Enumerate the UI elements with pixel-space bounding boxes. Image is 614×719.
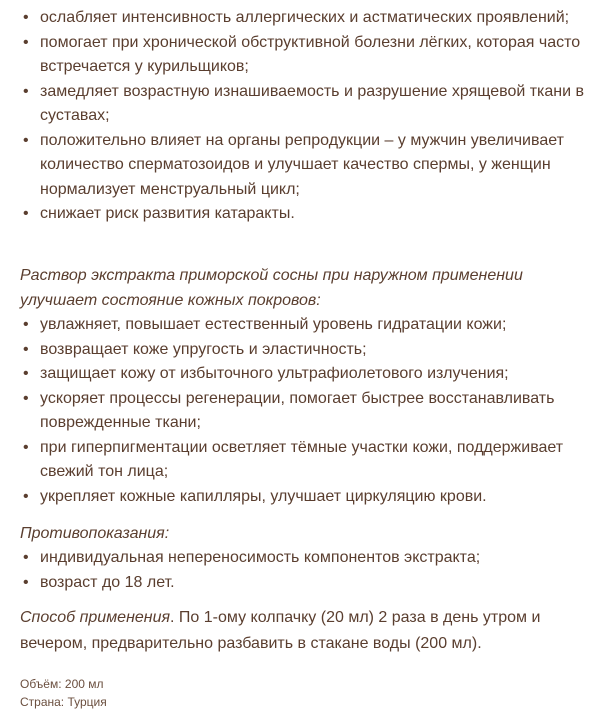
list-item: • замедляет возрастную изнашиваемость и разрушение хрящевой ткани в суставах; (20, 80, 595, 129)
internal-benefits-list (20, 6, 595, 227)
bullet-icon: • (23, 438, 29, 456)
list-item: • возраст до 18 лет. (20, 571, 605, 596)
bullet-icon: • (23, 82, 29, 100)
list-item: • индивидуальная непереносимость компонентов экстракта; (20, 546, 605, 571)
bullet-icon: • (23, 487, 29, 505)
usage-text: . По 1-ому колпачку (20 мл) 2 раза в день утром и вечером, предварительно разбавить в стакане воды (200 мл). (20, 609, 541, 652)
bullet-icon: • (23, 340, 29, 358)
bullet-icon: • (23, 573, 29, 591)
contraindications-title: Противопоказания: (20, 525, 170, 542)
bullet-icon: • (23, 9, 29, 26)
country-info: Страна: Турция (20, 695, 107, 709)
bullet-icon: • (23, 131, 29, 149)
bullet-icon: • (23, 549, 29, 566)
contraindications-list (20, 546, 605, 595)
usage-instructions (20, 605, 595, 656)
list-item: • возвращает коже упругость и эластичность; (20, 338, 605, 363)
volume-info: Объём: 200 мл (20, 677, 104, 691)
list-item: • снижает риск развития катаракты. (20, 202, 595, 227)
list-item: • ослабляет интенсивность аллергических и астматических проявлений; (20, 6, 595, 31)
list-item: • помогает при хронической обструктивной болезни лёгких, которая часто встречается у курильщиков; (20, 31, 595, 80)
list-item: • укрепляет кожные капилляры, улучшает циркуляцию крови. (20, 485, 605, 510)
list-item: • увлажняет, повышает естественный уровень гидратации кожи; (20, 313, 605, 338)
list-item: • ускоряет процессы регенерации, помогает быстрее восстанавливать поврежденные ткани; (20, 387, 605, 436)
list-item: • положительно влияет на органы репродукции – у мужчин увеличивает количество сперматозоидов и улучшает качество спермы, у женщин нормализует менструальный цикл; (20, 129, 595, 203)
list-item: • защищает кожу от избыточного ультрафиолетового излучения; (20, 362, 605, 387)
bullet-icon: • (23, 316, 29, 333)
bullet-icon: • (23, 365, 29, 382)
bullet-icon: • (23, 33, 29, 51)
external-benefits-list (20, 313, 605, 509)
list-item: • при гиперпигментации осветляет тёмные участки кожи, поддерживает свежий тон лица; (20, 436, 605, 485)
external-use-intro: Раствор экстракта приморской сосны при наружном применении улучшает состояние кожных покровов: (20, 267, 523, 309)
bullet-icon: • (23, 205, 29, 222)
usage-label: Способ применения (20, 609, 171, 626)
bullet-icon: • (23, 389, 29, 407)
